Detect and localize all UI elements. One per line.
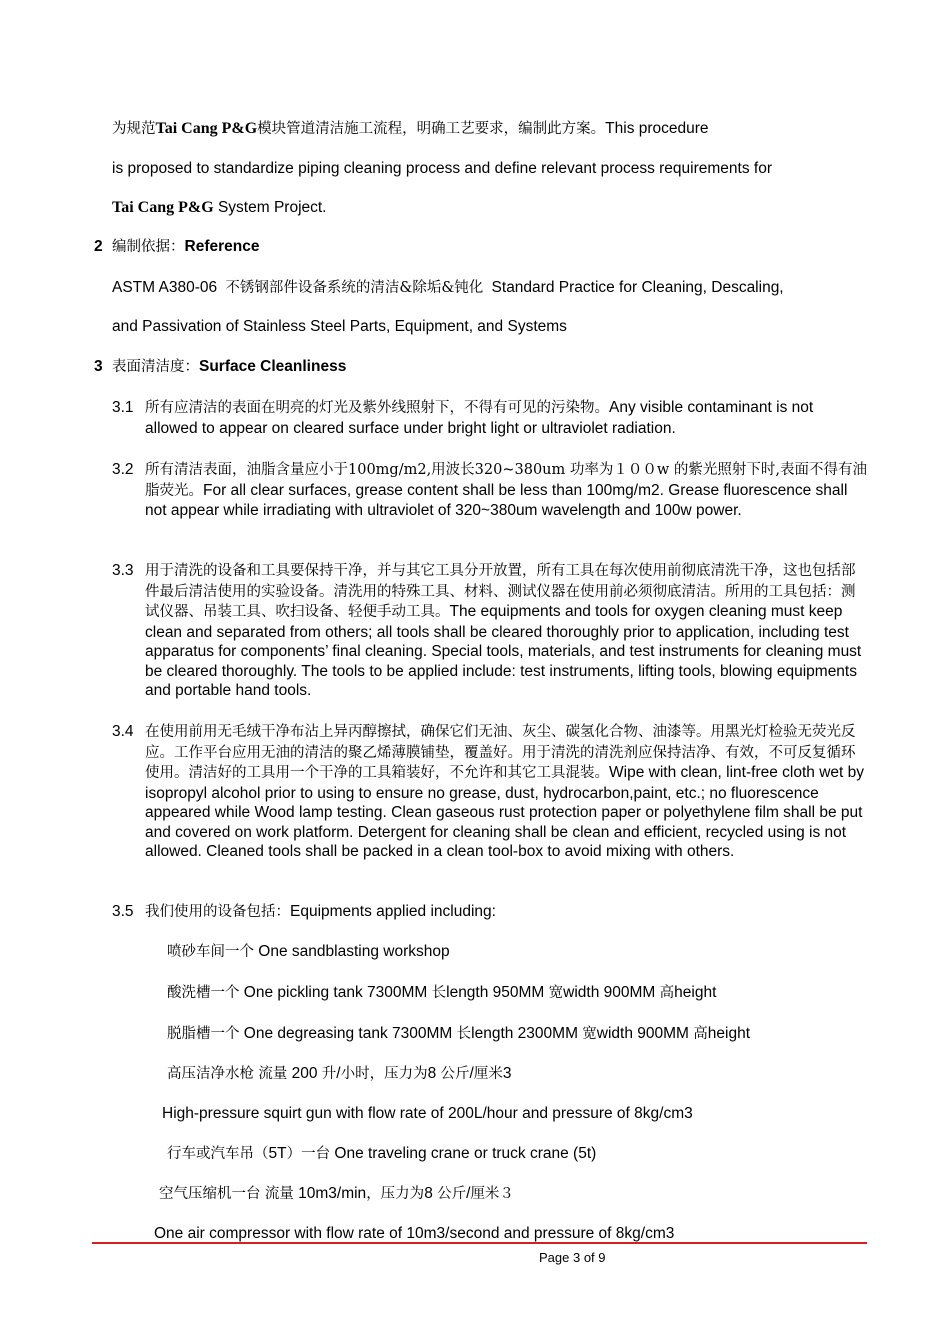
page-number: Page 3 of 9: [539, 1250, 606, 1265]
item-3-1-number: 3.1: [112, 399, 134, 416]
item-3-4-cn: 在使用前用无毛绒干净布沾上异丙醇擦拭，确保它们无油、灰尘、碳氢化合物、油漆等。用黑光灯检验无荧光反应。工作平台应用无油的清洁的聚乙烯薄膜铺垫，覆盖好。用于清洗的清洗剂应保持洁净、有效，不可反复循环使用。清洁好的工具用一个干净的工具箱装好，不允许和其它工具混装。: [145, 724, 856, 781]
equipment-item: High-pressure squirt gun with flow rate of 200L/hour and pressure of 8kg/cm3: [162, 1105, 693, 1122]
intro-en-a: This procedure: [605, 120, 709, 137]
intro-line-3-rest: System Project.: [213, 199, 327, 216]
intro-cn-b: 模块管道清洁施工流程，明确工艺要求，编制此方案。: [257, 121, 606, 137]
section-2-number: 2: [94, 238, 103, 255]
item-3-3-cn: 用于清洗的设备和工具要保持干净，并与其它工具分开放置，所有工具在每次使用前彻底清洗干净，这也包括部件最后清洁使用的实验设备。清洗用的特殊工具、材料、测试仪器在使用前必须彻底清洁。所用的工具包括：测试仪器、吊装工具、吹扫设备、轻便手动工具。: [145, 563, 856, 620]
item-3-4-text: [145, 722, 867, 862]
item-3-3-number: 3.3: [112, 562, 134, 579]
intro-company-name: Tai Cang P&G: [155, 120, 258, 137]
item-3-4-number: 3.4: [112, 723, 134, 740]
section-3-title-en: Surface Cleanliness: [199, 358, 347, 375]
reference-cn: 不锈钢部件设备系统的清洁&除垢&钝化: [225, 280, 484, 296]
item-3-1-cn: 所有应清洁的表面在明亮的灯光及紫外线照射下，不得有可见的污染物。: [145, 400, 609, 416]
item-3-3-en: The equipments and tools for oxygen cleaning must keep clean and separated from others; all tools shall be cleared thoroughly prior to application, including test apparatus for components’ final cleaning. Special tools, materials, and test instruments for cleaning must be cleared thoroughly. The tools to be applied include: test instruments, lifting tools, blowing equipments and portable hand tools.: [145, 603, 862, 699]
equipment-item: 行车或汽车吊（5T）一台 One traveling crane or truck crane (5t): [167, 1145, 597, 1162]
item-3-2-number: 3.2: [112, 461, 134, 478]
equipment-item: 空气压缩机一台 流量 10m3/min，压力为8 公斤/厘米３: [159, 1185, 514, 1202]
intro-line-2: is proposed to standardize piping cleaning process and define relevant process requirements for: [112, 160, 772, 177]
item-3-3-text: [145, 561, 867, 701]
equipment-item: 高压洁净水枪 流量 200 升/小时，压力为8 公斤/厘米3: [167, 1065, 512, 1082]
section-2-title-en: Reference: [184, 238, 260, 255]
item-3-5-cn: 我们使用的设备包括：: [145, 904, 290, 920]
reference-line-2: and Passivation of Stainless Steel Parts, Equipment, and Systems: [112, 318, 567, 335]
item-3-4-en: Wipe with clean, lint-free cloth wet by isopropyl alcohol prior to using to ensure no grease, dust, hydrocarbon,paint, etc.; no fluorescence appeared while Wood lamp testing. Clean gaseous rust protection paper or polyethylene film shall be put and covered on work platform. Detergent for cleaning shall be clean and efficient, recycled using is not allowed. Cleaned tools shall be packed in a clean tool-box to avoid mixing with others.: [145, 764, 864, 860]
item-3-2-text: [145, 460, 867, 521]
item-3-2-en: For all clear surfaces, grease content shall be less than 100mg/m2. Grease fluorescence shall not appear while irradiating with ultraviolet of 320~380um wavelength and 100w power.: [145, 481, 848, 519]
section-2-heading: [112, 237, 259, 257]
reference-line-1: [112, 278, 784, 298]
item-3-1-en: Any visible contaminant is not allowed to appear on cleared surface under bright light or ultraviolet radiation.: [145, 399, 814, 437]
reference-standard-id: ASTM A380-06: [112, 279, 218, 296]
intro-company-name-2: Tai Cang P&G: [112, 199, 214, 216]
section-2-title-cn: 编制依据：: [112, 239, 185, 255]
section-3-title-cn: 表面清洁度：: [112, 359, 199, 375]
intro-line-3: [112, 198, 327, 218]
section-3-number: 3: [94, 358, 103, 375]
equipment-item: 脱脂槽一个 One degreasing tank 7300MM 长length 2300MM 宽width 900MM 高height: [167, 1025, 751, 1042]
item-3-5-en: Equipments applied including:: [290, 903, 496, 920]
item-3-5-text: [145, 902, 496, 922]
intro-cn-a: 为规范: [112, 121, 156, 137]
equipment-item: 酸洗槽一个 One pickling tank 7300MM 长length 950MM 宽width 900MM 高height: [167, 984, 717, 1001]
footer-divider: [92, 1242, 867, 1244]
intro-line-1: [112, 119, 709, 139]
item-3-1-text: [145, 398, 867, 438]
section-3-heading: [112, 357, 346, 377]
reference-en: Standard Practice for Cleaning, Descaling,: [491, 279, 784, 296]
item-3-2-cn: 所有清洁表面，油脂含量应小于100mg/m2,用波长320~380um 功率为１００w 的紫光照射下时,表面不得有油脂荧光。: [145, 462, 868, 499]
equipment-item: One air compressor with flow rate of 10m3/second and pressure of 8kg/cm3: [154, 1225, 675, 1242]
item-3-5-number: 3.5: [112, 903, 134, 920]
equipment-item: 喷砂车间一个 One sandblasting workshop: [167, 943, 450, 960]
